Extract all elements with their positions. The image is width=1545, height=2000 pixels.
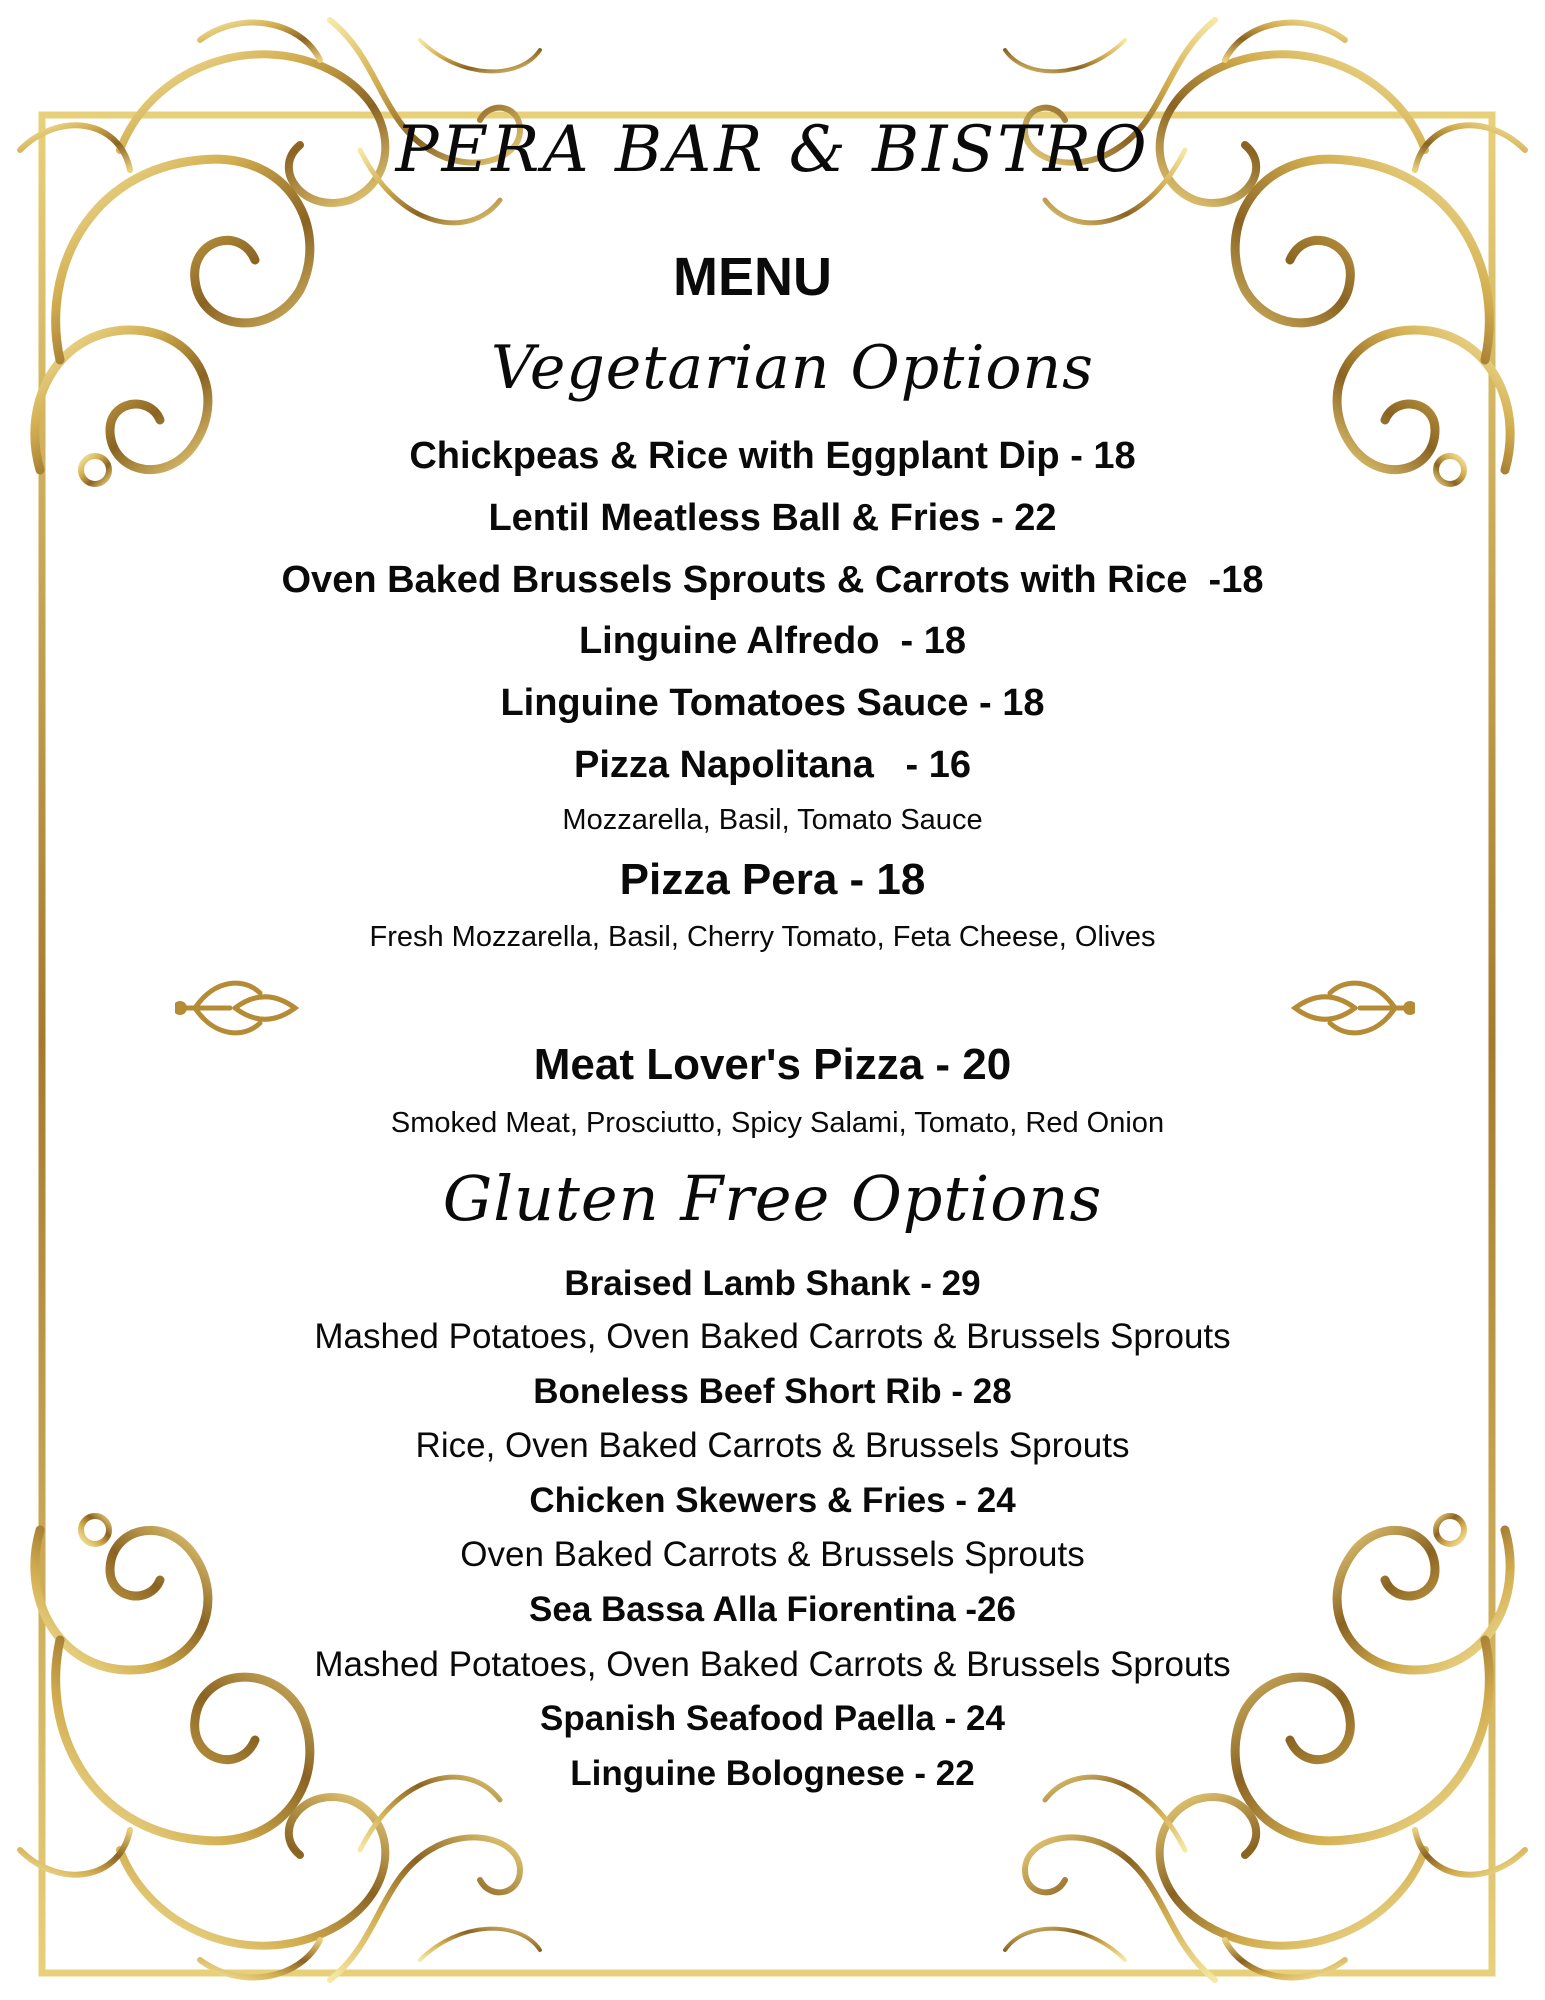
menu-item-name: Chickpeas & Rice with Eggplant Dip - 18 <box>409 435 1136 477</box>
menu-item-name: Linguine Alfredo - 18 <box>578 620 967 662</box>
menu-item-name: Pizza Napolitana - 16 <box>574 744 971 786</box>
menu-item-name: Spanish Seafood Paella - 24 <box>540 1699 1005 1738</box>
gluten-free-heading: Gluten Free Options <box>442 1162 1103 1235</box>
menu-item-name: Pizza Pera - 18 <box>619 855 926 904</box>
menu-item-description: Mashed Potatoes, Oven Baked Carrots & Brussels Sprouts <box>314 1645 1231 1684</box>
menu-item-name: Linguine Bolognese - 22 <box>570 1754 975 1793</box>
menu-item-description: Rice, Oven Baked Carrots & Brussels Sprouts <box>415 1426 1130 1465</box>
menu-item-name: Boneless Beef Short Rib - 28 <box>533 1372 1012 1411</box>
vegetarian-heading: Vegetarian Options <box>491 333 1094 403</box>
menu-item-description: Fresh Mozzarella, Basil, Cherry Tomato, Feta Cheese, Olives <box>369 921 1156 953</box>
menu-item-name: Oven Baked Brussels Sprouts & Carrots with Rice -18 <box>281 559 1264 601</box>
menu-item-description: Mozzarella, Basil, Tomato Sauce <box>562 804 983 836</box>
ornamental-divider <box>175 968 1415 1048</box>
menu-heading: MENU <box>673 247 832 307</box>
menu-item-name: Linguine Tomatoes Sauce - 18 <box>500 682 1045 724</box>
menu-item-name: Lentil Meatless Ball & Fries - 22 <box>488 497 1057 539</box>
menu-item-description: Oven Baked Carrots & Brussels Sprouts <box>460 1535 1085 1574</box>
menu-item-name: Chicken Skewers & Fries - 24 <box>529 1481 1016 1520</box>
menu-item-name: Braised Lamb Shank - 29 <box>564 1264 981 1303</box>
menu-item-name: Meat Lover's Pizza - 20 <box>533 1040 1012 1089</box>
menu-item-name: Sea Bassa Alla Fiorentina -26 <box>529 1590 1016 1629</box>
menu-item-description: Smoked Meat, Prosciutto, Spicy Salami, Tomato, Red Onion <box>390 1107 1165 1139</box>
restaurant-name: PERA BAR & BISTRO <box>395 113 1150 187</box>
menu-item-description: Mashed Potatoes, Oven Baked Carrots & Brussels Sprouts <box>314 1317 1231 1356</box>
